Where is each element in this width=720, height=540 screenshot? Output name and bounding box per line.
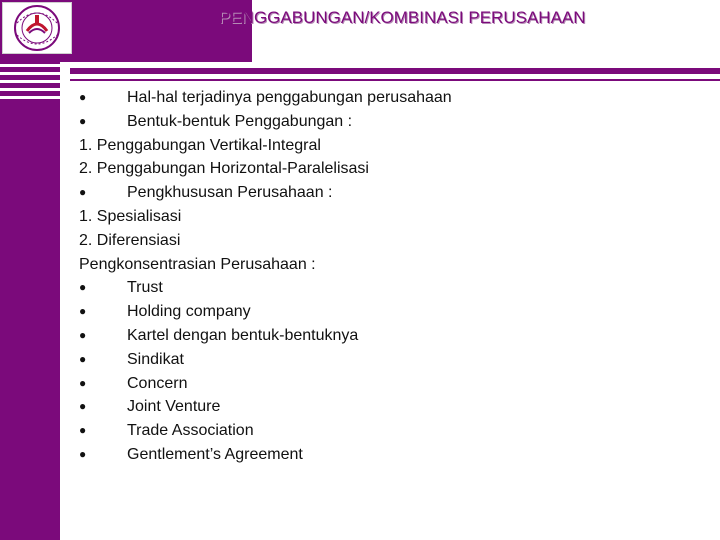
bullet-icon: ● — [79, 280, 87, 295]
decorative-stripes — [0, 64, 60, 104]
item-text: 2. Penggabungan Horizontal-Paralelisasi — [79, 160, 369, 178]
item-text: Kartel dengan bentuk-bentuknya — [127, 326, 359, 344]
item-text: Joint Venture — [127, 398, 221, 416]
bullet-item — [79, 419, 452, 443]
bullet-icon: ● — [79, 399, 87, 414]
university-logo-icon — [2, 2, 72, 54]
header-divider-thick — [70, 68, 720, 74]
list-item — [79, 229, 452, 253]
content-list — [79, 86, 452, 467]
list-item — [79, 134, 452, 158]
bullet-icon: ● — [79, 446, 87, 461]
item-text: Trade Association — [127, 422, 254, 440]
item-text: Holding company — [127, 303, 251, 321]
bullet-item — [79, 86, 452, 110]
list-item — [79, 157, 452, 181]
bullet-icon: ● — [79, 304, 87, 319]
header-divider-thin — [70, 79, 720, 81]
list-item — [79, 205, 452, 229]
bullet-item — [79, 276, 452, 300]
item-text: Bentuk-bentuk Penggabungan : — [127, 112, 353, 130]
bullet-item — [79, 443, 452, 467]
bullet-item — [79, 372, 452, 396]
bullet-icon: ● — [79, 351, 87, 366]
bullet-item — [79, 395, 452, 419]
bullet-item — [79, 300, 452, 324]
bullet-item — [79, 324, 452, 348]
bullet-icon: ● — [79, 185, 87, 200]
bullet-item — [79, 348, 452, 372]
item-text: 2. Diferensiasi — [79, 231, 181, 249]
slide-title: PENGGABUNGAN/KOMBINASI PERUSAHAAN — [219, 8, 586, 27]
item-text: Pengkonsentrasian Perusahaan : — [79, 255, 316, 273]
item-text: Gentlement’s Agreement — [127, 445, 303, 463]
bullet-icon: ● — [79, 375, 87, 390]
list-item — [79, 253, 452, 277]
bullet-icon: ● — [79, 423, 87, 438]
bullet-item — [79, 181, 452, 205]
item-text: Pengkhususan Perusahaan : — [127, 184, 333, 202]
item-text: Hal-hal terjadinya penggabungan perusahaan — [127, 89, 452, 106]
bullet-icon: ● — [79, 327, 87, 342]
item-text: Sindikat — [127, 350, 184, 368]
item-text: Trust — [127, 279, 163, 297]
bullet-item — [79, 110, 452, 134]
bullet-icon: ● — [79, 113, 87, 128]
item-text: Concern — [127, 374, 188, 392]
item-text: 1. Spesialisasi — [79, 207, 182, 225]
bullet-icon: ● — [79, 90, 87, 104]
item-text: 1. Penggabungan Vertikal-Integral — [79, 136, 321, 154]
